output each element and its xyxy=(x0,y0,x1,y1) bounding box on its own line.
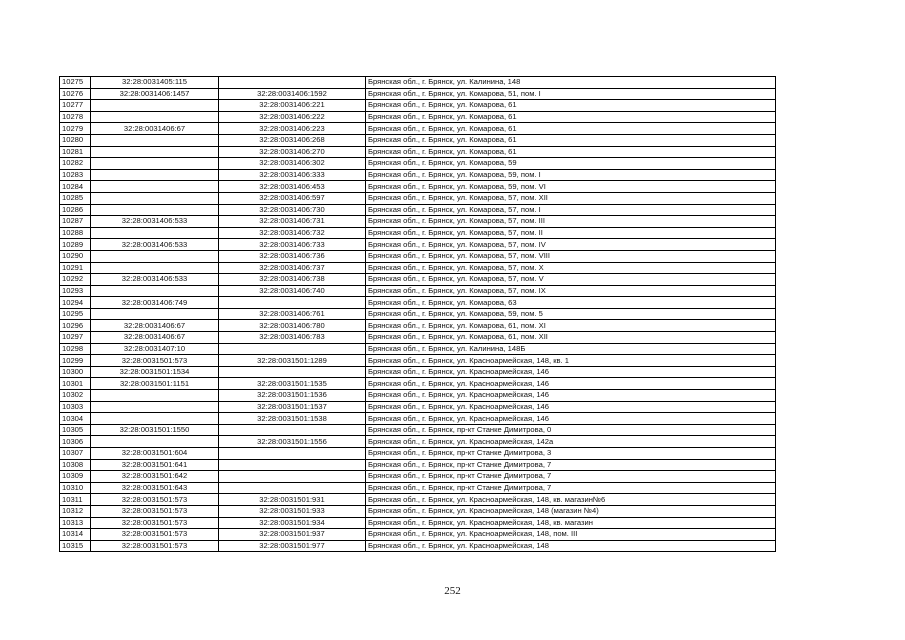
address-cell: Брянская обл., г. Брянск, ул. Красноармейская, 146 xyxy=(366,378,776,390)
table-row xyxy=(60,285,776,297)
row-number-cell: 10314 xyxy=(60,529,91,541)
row-number-cell: 10288 xyxy=(60,227,91,239)
parent-cadastral-number-cell: 32:28:0031501:573 xyxy=(91,517,219,529)
row-number-cell: 10289 xyxy=(60,239,91,251)
table-row xyxy=(60,100,776,112)
row-number-cell: 10298 xyxy=(60,343,91,355)
address-cell: Брянская обл., г. Брянск, ул. Комарова, 51, пом. I xyxy=(366,88,776,100)
address-cell: Брянская обл., г. Брянск, ул. Комарова, 57, пом. IX xyxy=(366,285,776,297)
parent-cadastral-number-cell: 32:28:0031406:533 xyxy=(91,274,219,286)
cadastral-number-cell xyxy=(219,471,366,483)
row-number-cell: 10310 xyxy=(60,482,91,494)
address-cell: Брянская обл., г. Брянск, ул. Комарова, 61 xyxy=(366,100,776,112)
parent-cadastral-number-cell: 32:28:0031501:642 xyxy=(91,471,219,483)
address-cell: Брянская обл., г. Брянск, ул. Красноармейская, 148, кв. магазин xyxy=(366,517,776,529)
row-number-cell: 10292 xyxy=(60,274,91,286)
table-row xyxy=(60,274,776,286)
cadastral-number-cell: 32:28:0031501:933 xyxy=(219,505,366,517)
table-row xyxy=(60,517,776,529)
parent-cadastral-number-cell xyxy=(91,192,219,204)
cadastral-number-cell: 32:28:0031501:937 xyxy=(219,529,366,541)
parent-cadastral-number-cell xyxy=(91,111,219,123)
address-cell: Брянская обл., г. Брянск, ул. Комарова, 59, пом. VI xyxy=(366,181,776,193)
table-row xyxy=(60,158,776,170)
parent-cadastral-number-cell: 32:28:0031501:573 xyxy=(91,529,219,541)
table-row xyxy=(60,482,776,494)
address-cell: Брянская обл., г. Брянск, ул. Красноармейская, 148, пом. III xyxy=(366,529,776,541)
table-row xyxy=(60,540,776,552)
address-cell: Брянская обл., г. Брянск, ул. Комарова, 57, пом. VIII xyxy=(366,250,776,262)
table-row xyxy=(60,308,776,320)
row-number-cell: 10296 xyxy=(60,320,91,332)
table-body xyxy=(60,77,776,552)
table-row xyxy=(60,505,776,517)
cadastral-number-cell xyxy=(219,448,366,460)
parent-cadastral-number-cell: 32:28:0031501:1534 xyxy=(91,366,219,378)
row-number-cell: 10315 xyxy=(60,540,91,552)
table-row xyxy=(60,355,776,367)
parent-cadastral-number-cell: 32:28:0031406:67 xyxy=(91,332,219,344)
cadastral-number-cell: 32:28:0031406:333 xyxy=(219,169,366,181)
cadastral-number-cell: 32:28:0031406:270 xyxy=(219,146,366,158)
parent-cadastral-number-cell xyxy=(91,146,219,158)
parent-cadastral-number-cell xyxy=(91,100,219,112)
cadastral-number-cell: 32:28:0031501:1535 xyxy=(219,378,366,390)
row-number-cell: 10313 xyxy=(60,517,91,529)
row-number-cell: 10304 xyxy=(60,413,91,425)
parent-cadastral-number-cell: 32:28:0031406:1457 xyxy=(91,88,219,100)
address-cell: Брянская обл., г. Брянск, ул. Комарова, 57, пом. XII xyxy=(366,192,776,204)
parent-cadastral-number-cell: 32:28:0031405:115 xyxy=(91,77,219,89)
parent-cadastral-number-cell: 32:28:0031406:749 xyxy=(91,297,219,309)
address-cell: Брянская обл., г. Брянск, ул. Комарова, 61, пом. XI xyxy=(366,320,776,332)
address-cell: Брянская обл., г. Брянск, ул. Красноармейская, 148 (магазин №4) xyxy=(366,505,776,517)
parent-cadastral-number-cell: 32:28:0031406:67 xyxy=(91,320,219,332)
table-row xyxy=(60,332,776,344)
parent-cadastral-number-cell: 32:28:0031406:533 xyxy=(91,239,219,251)
row-number-cell: 10285 xyxy=(60,192,91,204)
row-number-cell: 10275 xyxy=(60,77,91,89)
cadastral-number-cell: 32:28:0031501:934 xyxy=(219,517,366,529)
address-cell: Брянская обл., г. Брянск, ул. Красноармейская, 148 xyxy=(366,540,776,552)
table-row xyxy=(60,169,776,181)
cadastral-number-cell xyxy=(219,459,366,471)
table-row xyxy=(60,216,776,228)
parent-cadastral-number-cell xyxy=(91,169,219,181)
row-number-cell: 10299 xyxy=(60,355,91,367)
table-row xyxy=(60,77,776,89)
parent-cadastral-number-cell: 32:28:0031501:573 xyxy=(91,505,219,517)
address-cell: Брянская обл., г. Брянск, ул. Калинина, 148 xyxy=(366,77,776,89)
cadastral-number-cell: 32:28:0031501:1538 xyxy=(219,413,366,425)
address-cell: Брянская обл., г. Брянск, пр-кт Станке Димитрова, 7 xyxy=(366,459,776,471)
table-row xyxy=(60,146,776,158)
cadastral-number-cell: 32:28:0031501:1556 xyxy=(219,436,366,448)
row-number-cell: 10276 xyxy=(60,88,91,100)
row-number-cell: 10301 xyxy=(60,378,91,390)
cadastral-number-cell: 32:28:0031406:731 xyxy=(219,216,366,228)
address-cell: Брянская обл., г. Брянск, ул. Комарова, 57, пом. V xyxy=(366,274,776,286)
cadastral-number-cell: 32:28:0031501:977 xyxy=(219,540,366,552)
row-number-cell: 10283 xyxy=(60,169,91,181)
table-row xyxy=(60,401,776,413)
address-cell: Брянская обл., г. Брянск, пр-кт Станке Димитрова, 7 xyxy=(366,471,776,483)
row-number-cell: 10277 xyxy=(60,100,91,112)
parent-cadastral-number-cell xyxy=(91,436,219,448)
row-number-cell: 10290 xyxy=(60,250,91,262)
row-number-cell: 10311 xyxy=(60,494,91,506)
parent-cadastral-number-cell xyxy=(91,401,219,413)
cadastral-number-cell: 32:28:0031501:1289 xyxy=(219,355,366,367)
address-cell: Брянская обл., г. Брянск, пр-кт Станке Димитрова, 0 xyxy=(366,424,776,436)
table-row xyxy=(60,343,776,355)
cadastral-number-cell: 32:28:0031501:931 xyxy=(219,494,366,506)
address-cell: Брянская обл., г. Брянск, ул. Комарова, 61 xyxy=(366,123,776,135)
table-row xyxy=(60,448,776,460)
address-cell: Брянская обл., г. Брянск, ул. Красноармейская, 146 xyxy=(366,413,776,425)
address-cell: Брянская обл., г. Брянск, ул. Красноармейская, 146 xyxy=(366,401,776,413)
row-number-cell: 10302 xyxy=(60,390,91,402)
cadastral-number-cell: 32:28:0031406:732 xyxy=(219,227,366,239)
parent-cadastral-number-cell: 32:28:0031501:643 xyxy=(91,482,219,494)
row-number-cell: 10295 xyxy=(60,308,91,320)
address-cell: Брянская обл., г. Брянск, ул. Комарова, 57, пом. IV xyxy=(366,239,776,251)
address-cell: Брянская обл., г. Брянск, ул. Калинина, 148Б xyxy=(366,343,776,355)
cadastral-number-cell: 32:28:0031406:733 xyxy=(219,239,366,251)
cadastral-number-cell: 32:28:0031406:453 xyxy=(219,181,366,193)
address-cell: Брянская обл., г. Брянск, ул. Красноармейская, 148, кв. 1 xyxy=(366,355,776,367)
parent-cadastral-number-cell: 32:28:0031501:641 xyxy=(91,459,219,471)
table-row xyxy=(60,123,776,135)
cadastral-number-cell xyxy=(219,297,366,309)
address-cell: Брянская обл., г. Брянск, ул. Красноармейская, 146 xyxy=(366,390,776,402)
address-cell: Брянская обл., г. Брянск, ул. Комарова, 57, пом. X xyxy=(366,262,776,274)
address-cell: Брянская обл., г. Брянск, ул. Красноармейская, 146 xyxy=(366,366,776,378)
row-number-cell: 10303 xyxy=(60,401,91,413)
row-number-cell: 10309 xyxy=(60,471,91,483)
row-number-cell: 10306 xyxy=(60,436,91,448)
cadastral-number-cell: 32:28:0031501:1536 xyxy=(219,390,366,402)
address-cell: Брянская обл., г. Брянск, ул. Комарова, 63 xyxy=(366,297,776,309)
parent-cadastral-number-cell xyxy=(91,413,219,425)
address-cell: Брянская обл., г. Брянск, ул. Комарова, 59, пом. 5 xyxy=(366,308,776,320)
parent-cadastral-number-cell: 32:28:0031406:67 xyxy=(91,123,219,135)
cadastral-number-cell xyxy=(219,424,366,436)
cadastral-number-cell: 32:28:0031406:222 xyxy=(219,111,366,123)
parent-cadastral-number-cell xyxy=(91,204,219,216)
address-cell: Брянская обл., г. Брянск, ул. Комарова, 57, пом. II xyxy=(366,227,776,239)
cadastral-number-cell: 32:28:0031406:780 xyxy=(219,320,366,332)
parent-cadastral-number-cell: 32:28:0031407:10 xyxy=(91,343,219,355)
cadastral-number-cell xyxy=(219,482,366,494)
parent-cadastral-number-cell xyxy=(91,285,219,297)
address-cell: Брянская обл., г. Брянск, пр-кт Станке Димитрова, 7 xyxy=(366,482,776,494)
row-number-cell: 10284 xyxy=(60,181,91,193)
row-number-cell: 10280 xyxy=(60,134,91,146)
table-row xyxy=(60,471,776,483)
cadastral-number-cell: 32:28:0031406:597 xyxy=(219,192,366,204)
page-number: 252 xyxy=(444,585,461,597)
cadastral-number-cell: 32:28:0031406:302 xyxy=(219,158,366,170)
table-row xyxy=(60,494,776,506)
table-row xyxy=(60,529,776,541)
row-number-cell: 10312 xyxy=(60,505,91,517)
table-row xyxy=(60,111,776,123)
parent-cadastral-number-cell xyxy=(91,250,219,262)
cadastral-number-cell: 32:28:0031406:268 xyxy=(219,134,366,146)
parent-cadastral-number-cell xyxy=(91,134,219,146)
address-cell: Брянская обл., г. Брянск, ул. Комарова, 59, пом. I xyxy=(366,169,776,181)
address-cell: Брянская обл., г. Брянск, ул. Комарова, 61 xyxy=(366,111,776,123)
row-number-cell: 10300 xyxy=(60,366,91,378)
parent-cadastral-number-cell: 32:28:0031501:573 xyxy=(91,355,219,367)
row-number-cell: 10294 xyxy=(60,297,91,309)
table-row xyxy=(60,181,776,193)
cadastral-number-cell: 32:28:0031406:736 xyxy=(219,250,366,262)
parent-cadastral-number-cell: 32:28:0031501:573 xyxy=(91,494,219,506)
parent-cadastral-number-cell: 32:28:0031501:604 xyxy=(91,448,219,460)
table-row xyxy=(60,366,776,378)
table-row xyxy=(60,88,776,100)
address-cell: Брянская обл., г. Брянск, ул. Комарова, 61 xyxy=(366,146,776,158)
address-cell: Брянская обл., г. Брянск, ул. Комарова, 61 xyxy=(366,134,776,146)
address-cell: Брянская обл., г. Брянск, ул. Комарова, 57, пом. III xyxy=(366,216,776,228)
cadastral-number-cell: 32:28:0031406:730 xyxy=(219,204,366,216)
address-cell: Брянская обл., г. Брянск, ул. Комарова, 57, пом. I xyxy=(366,204,776,216)
table-row xyxy=(60,413,776,425)
cadastral-number-cell: 32:28:0031406:221 xyxy=(219,100,366,112)
parent-cadastral-number-cell: 32:28:0031501:1550 xyxy=(91,424,219,436)
address-cell: Брянская обл., г. Брянск, ул. Комарова, 59 xyxy=(366,158,776,170)
cadastral-number-cell: 32:28:0031406:738 xyxy=(219,274,366,286)
parent-cadastral-number-cell: 32:28:0031501:573 xyxy=(91,540,219,552)
table-row xyxy=(60,250,776,262)
parent-cadastral-number-cell xyxy=(91,262,219,274)
cadastral-number-cell: 32:28:0031406:740 xyxy=(219,285,366,297)
row-number-cell: 10282 xyxy=(60,158,91,170)
cadastral-register-table xyxy=(59,76,776,552)
row-number-cell: 10286 xyxy=(60,204,91,216)
cadastral-number-cell xyxy=(219,77,366,89)
parent-cadastral-number-cell xyxy=(91,308,219,320)
row-number-cell: 10279 xyxy=(60,123,91,135)
row-number-cell: 10307 xyxy=(60,448,91,460)
table-row xyxy=(60,134,776,146)
row-number-cell: 10291 xyxy=(60,262,91,274)
cadastral-number-cell: 32:28:0031406:1592 xyxy=(219,88,366,100)
cadastral-number-cell: 32:28:0031406:783 xyxy=(219,332,366,344)
table-row xyxy=(60,297,776,309)
table-row xyxy=(60,378,776,390)
parent-cadastral-number-cell xyxy=(91,158,219,170)
row-number-cell: 10308 xyxy=(60,459,91,471)
row-number-cell: 10293 xyxy=(60,285,91,297)
table-row xyxy=(60,424,776,436)
table-row xyxy=(60,227,776,239)
table-row xyxy=(60,390,776,402)
parent-cadastral-number-cell xyxy=(91,227,219,239)
parent-cadastral-number-cell xyxy=(91,390,219,402)
row-number-cell: 10287 xyxy=(60,216,91,228)
table-row xyxy=(60,459,776,471)
cadastral-number-cell xyxy=(219,366,366,378)
row-number-cell: 10278 xyxy=(60,111,91,123)
cadastral-number-cell: 32:28:0031406:761 xyxy=(219,308,366,320)
parent-cadastral-number-cell: 32:28:0031501:1151 xyxy=(91,378,219,390)
row-number-cell: 10305 xyxy=(60,424,91,436)
address-cell: Брянская обл., г. Брянск, ул. Красноармейская, 142а xyxy=(366,436,776,448)
address-cell: Брянская обл., г. Брянск, пр-кт Станке Димитрова, 3 xyxy=(366,448,776,460)
cadastral-number-cell: 32:28:0031406:737 xyxy=(219,262,366,274)
table-row xyxy=(60,320,776,332)
cadastral-number-cell xyxy=(219,343,366,355)
parent-cadastral-number-cell: 32:28:0031406:533 xyxy=(91,216,219,228)
address-cell: Брянская обл., г. Брянск, ул. Комарова, 61, пом. XII xyxy=(366,332,776,344)
address-cell: Брянская обл., г. Брянск, ул. Красноармейская, 148, кв. магазин№6 xyxy=(366,494,776,506)
cadastral-number-cell: 32:28:0031501:1537 xyxy=(219,401,366,413)
row-number-cell: 10297 xyxy=(60,332,91,344)
table-row xyxy=(60,436,776,448)
table-row xyxy=(60,262,776,274)
table-row xyxy=(60,239,776,251)
parent-cadastral-number-cell xyxy=(91,181,219,193)
row-number-cell: 10281 xyxy=(60,146,91,158)
table-row xyxy=(60,192,776,204)
table-row xyxy=(60,204,776,216)
cadastral-number-cell: 32:28:0031406:223 xyxy=(219,123,366,135)
